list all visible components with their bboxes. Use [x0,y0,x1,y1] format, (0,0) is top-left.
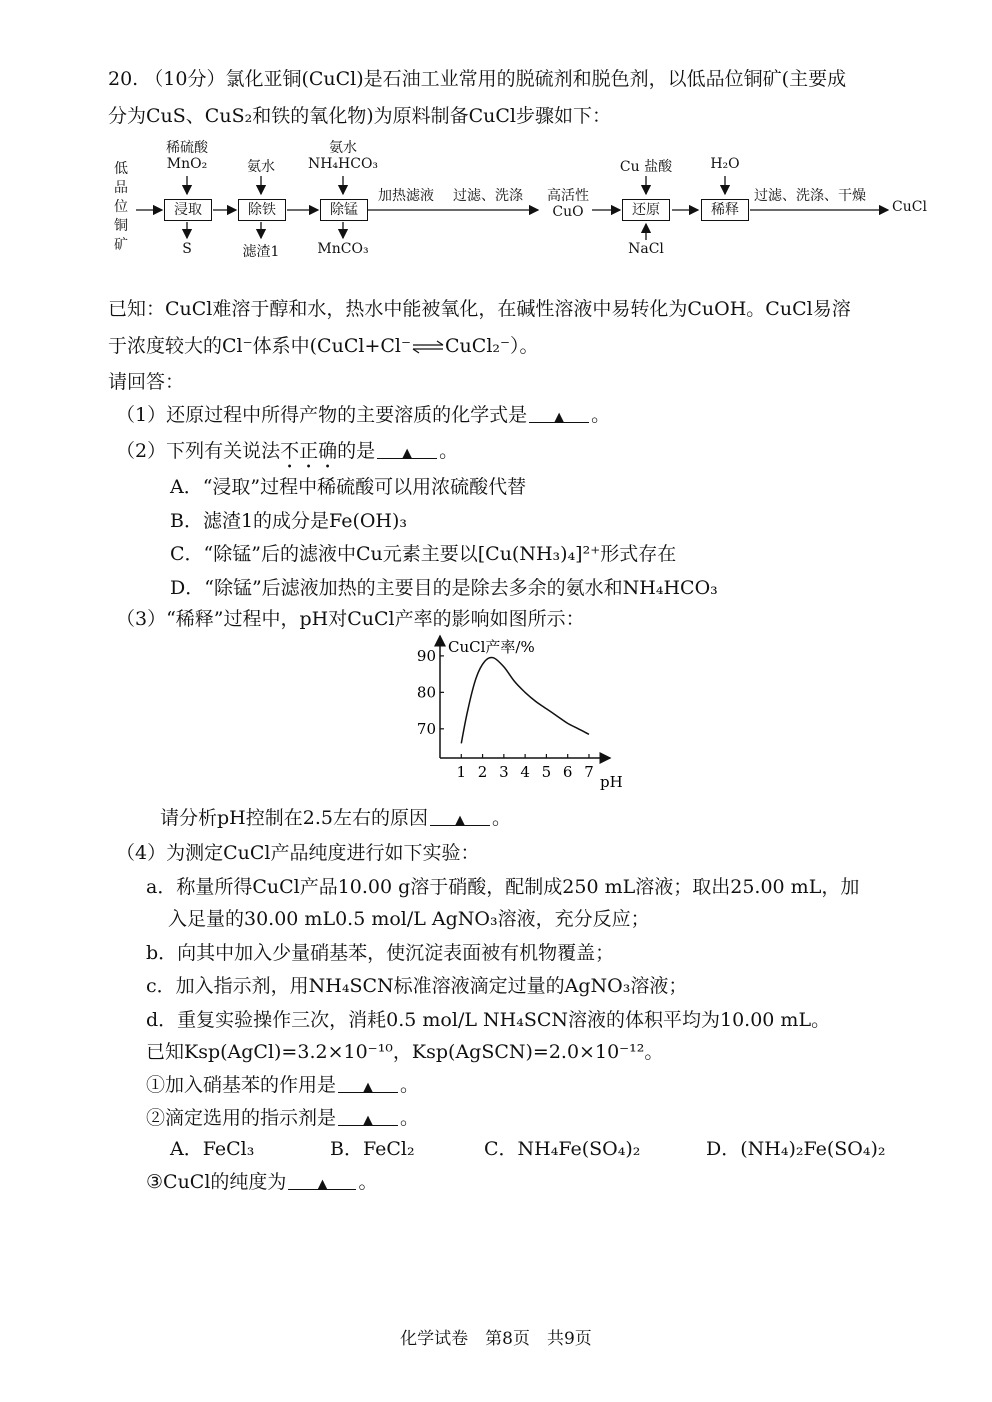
raw-char: 铜 [114,218,128,234]
q2-option-c: C．“除锰”后的滤液中Cu元素主要以[Cu(NH₃)₄]²⁺形式存在 [170,543,677,565]
leach-reagent-1: 稀硫酸 [166,140,208,156]
q2-option-a: A．“浸取”过程中稀硫酸可以用浓硫酸代替 [170,476,527,498]
question-3: （3）“稀释”过程中，pH对CuCl产率的影响如图所示： [116,608,585,630]
q1-text: （1）还原过程中所得产物的主要溶质的化学式是 [116,404,528,426]
x-axis-label: pH [600,773,623,791]
op-filter-wash: 过滤、洗涤 [453,188,523,204]
x-tick-label: 2 [477,763,488,781]
y-tick-label: 80 [416,683,436,702]
product-label: CuCl [892,199,927,215]
answer-blank-2[interactable] [377,438,437,459]
q2-option-d: D．“除锰”后滤液加热的主要目的是除去多余的氨水和NH₄HCO₃ [170,577,718,599]
reduce-bottom-reagent: NaCl [628,241,664,257]
question-4: （4）为测定CuCl产品纯度进行如下实验： [116,842,480,864]
question-1 [116,402,610,428]
iron-reagent: 氨水 [247,159,275,175]
answer-blank-3[interactable] [430,805,490,826]
dilute-reagent: H₂O [710,156,740,172]
y-axis-label: CuCl产率/% [448,638,535,656]
cuo-label-2: CuO [552,204,584,220]
question-2 [116,438,458,473]
triangle-icon: ▲ [363,1113,374,1128]
q4-sub1-text: ①加入硝基苯的作用是 [146,1074,337,1096]
equilibrium-arrow-icon [411,340,445,354]
q4-option-b: B．FeCl₂ [330,1138,415,1160]
q4-sub2-end: 。 [400,1107,420,1129]
step-reduce-box: 还原 [622,199,670,221]
q4-step-a-line2: 入足量的30.00 mL0.5 mol/L AgNO₃溶液，充分反应； [168,908,650,930]
q3-ask-text: 请分析pH控制在2.5左右的原因 [160,807,428,829]
answer-blank-4[interactable] [338,1072,398,1093]
mn-reagent-2: NH₄HCO₃ [307,156,379,172]
ph-yield-chart [400,630,630,800]
q4-sub3 [146,1169,377,1195]
step-iron-removal-box: 除铁 [238,199,286,221]
q3-ask [160,805,511,831]
q4-option-c: C．NH₄Fe(SO₄)₂ [484,1138,641,1160]
q4-option-d: D．(NH₄)₂Fe(SO₄)₂ [706,1138,886,1160]
raw-char: 矿 [114,237,128,253]
q4-step-d: d．重复实验操作三次，消耗0.5 mol/L NH₄SCN溶液的体积平均为10.00 mL。 [146,1009,831,1031]
q4-step-b: b．向其中加入少量硝基苯，使沉淀表面被有机物覆盖； [146,942,615,964]
cuo-label-1: 高活性 [547,188,589,204]
prompt-label: 请回答： [108,371,185,393]
x-tick-label: 5 [541,763,552,781]
triangle-icon: ▲ [402,446,413,461]
step-leach-box: 浸取 [164,199,212,221]
q2-emphasis-text: 不正确 [280,440,338,462]
question-score: （10分） [144,68,226,90]
triangle-icon: ▲ [554,410,565,425]
step-dilute-box: 稀释 [701,199,749,221]
triangle-icon: ▲ [363,1080,374,1095]
question-number: 20. [108,68,139,90]
q4-ksp: 已知Ksp(AgCl)=3.2×10⁻¹⁰，Ksp(AgSCN)=2.0×10⁻¹²。 [146,1041,664,1063]
q4-option-a: A．FeCl₃ [170,1138,255,1160]
raw-char: 低 [114,161,128,177]
q2-end: 。 [439,440,459,462]
op-filter-wash-dry: 过滤、洗涤、干燥 [754,188,866,204]
yield-curve [461,657,589,743]
known-text-b: CuCl₂⁻）。 [445,335,539,357]
q2-text-b: 的是 [337,440,376,462]
leach-byproduct: S [182,241,192,257]
x-tick-label: 4 [520,763,530,781]
raw-material-label [112,160,130,255]
q4-step-a-line1: a．称量所得CuCl产品10.00 g溶于硝酸，配制成250 mL溶液；取出25.00 mL，加 [146,876,860,898]
y-tick-label: 70 [416,719,436,738]
iron-byproduct: 滤渣1 [242,244,280,260]
q2-text-a: （2）下列有关说法 [116,440,281,462]
q4-step-c: c．加入指示剂，用NH₄SCN标准溶液滴定过量的AgNO₃溶液； [146,975,688,997]
q4-sub2-text: ②滴定选用的指示剂是 [146,1107,337,1129]
q4-sub2 [146,1105,419,1131]
known-text-a: 于浓度较大的Cl⁻体系中(CuCl+Cl⁻ [108,335,412,357]
question-intro-line2: 分为CuS、CuS₂和铁的氧化物)为原料制备CuCl步骤如下： [108,105,612,127]
q1-end: 。 [591,404,611,426]
known-line1: 已知：CuCl难溶于醇和水，热水中能被氧化，在碱性溶液中易转化为CuOH。CuCl易溶 [108,298,851,320]
op-heat-filtrate: 加热滤液 [378,188,434,204]
step-mn-removal-box: 除锰 [320,199,368,221]
q4-sub3-end: 。 [358,1171,378,1193]
q4-sub1 [146,1072,419,1098]
x-tick-label: 1 [456,763,467,781]
known-line2 [108,333,539,359]
answer-blank-5[interactable] [338,1105,398,1126]
intro-text-1: 氯化亚铜(CuCl)是石油工业常用的脱硫剂和脱色剂，以低品位铜矿(主要成 [225,68,847,90]
mn-byproduct: MnCO₃ [317,241,369,257]
x-tick-label: 7 [584,763,594,781]
raw-char: 品 [114,180,128,196]
q4-sub3-text: ③CuCl的纯度为 [146,1171,287,1193]
x-tick-label: 6 [562,763,573,781]
raw-char: 位 [114,199,128,215]
answer-blank-6[interactable] [288,1169,356,1190]
x-tick-label: 3 [499,763,509,781]
page-footer: 化学试卷 第8页 共9页 [400,1329,592,1349]
q3-end: 。 [491,807,511,829]
answer-blank-1[interactable] [529,402,589,423]
q2-option-b: B．滤渣1的成分是Fe(OH)₃ [170,510,408,532]
y-tick-label: 90 [416,646,436,665]
q4-sub1-end: 。 [400,1074,420,1096]
triangle-icon: ▲ [317,1177,328,1192]
leach-reagent-2: MnO₂ [166,156,208,172]
triangle-icon: ▲ [454,813,465,828]
question-intro-line1 [108,66,846,92]
mn-reagent-1: 氨水 [329,140,357,156]
reduce-reagent: Cu 盐酸 [619,159,673,175]
